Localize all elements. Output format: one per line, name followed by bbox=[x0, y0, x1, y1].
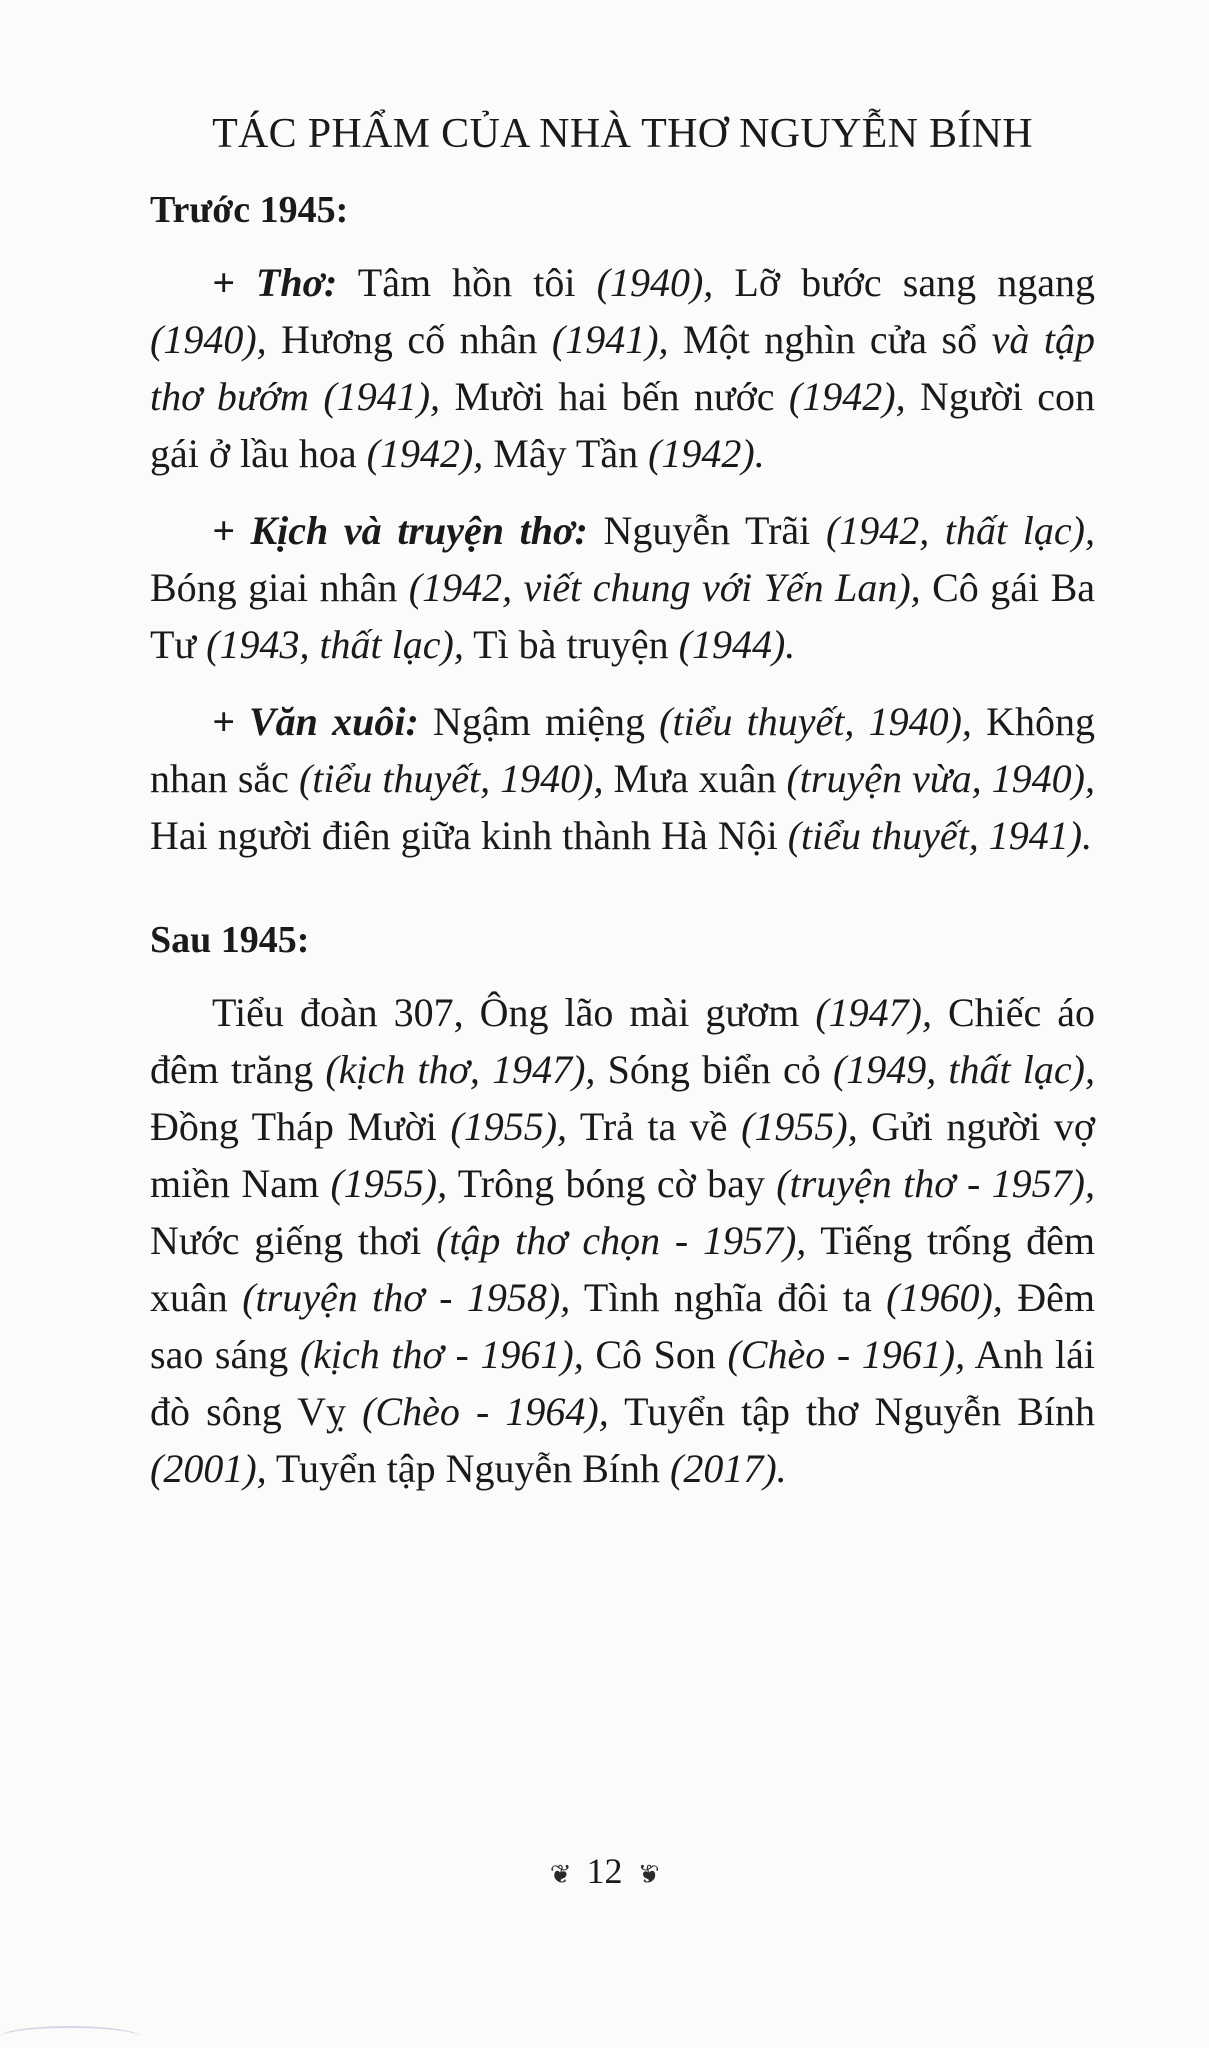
work-title: Trông bóng cờ bay bbox=[447, 1161, 777, 1206]
work-title: Mười hai bến nước bbox=[440, 374, 789, 419]
italic-note: (1942, viết chung với Yến Lan), bbox=[408, 565, 921, 610]
floral-ornament-icon: ❦ bbox=[549, 1859, 572, 1889]
work-title: Tâm hồn tôi bbox=[337, 260, 597, 305]
italic-note: (tiểu thuyết, 1940), bbox=[659, 699, 972, 744]
section-before-1945 bbox=[150, 188, 1095, 864]
work-title: Đêm sao sáng bbox=[150, 1275, 1096, 1377]
section-heading: Sau 1945: bbox=[150, 919, 310, 961]
italic-note: (1942, thất lạc), bbox=[825, 508, 1095, 553]
italic-note: (kịch thơ, 1947), bbox=[325, 1047, 596, 1092]
italic-note: (1943, thất lạc), bbox=[206, 622, 464, 667]
italic-note: (truyện thơ - 1957), bbox=[776, 1161, 1096, 1206]
italic-note: (1940), bbox=[150, 317, 267, 362]
work-title: Đồng Tháp Mười bbox=[150, 1104, 451, 1149]
work-title: Sóng biển cỏ bbox=[595, 1047, 833, 1092]
paragraph-label: + Thơ: bbox=[212, 260, 338, 305]
work-title: Hai người điên giữa kinh thành Hà Nội bbox=[150, 813, 788, 858]
work-title: Ngậm miệng bbox=[418, 699, 660, 744]
italic-note: (1947), bbox=[815, 990, 932, 1035]
work-title: Không nhan sắc bbox=[150, 699, 1096, 801]
work-title: Trả ta về bbox=[567, 1104, 742, 1149]
work-title: Bóng giai nhân bbox=[150, 565, 409, 610]
work-title: Tiếng trống đêm xuân bbox=[150, 1218, 1095, 1320]
italic-note: (2017). bbox=[670, 1446, 787, 1491]
section-after-1945 bbox=[150, 918, 1095, 1497]
italic-note: (1960), bbox=[886, 1275, 1003, 1320]
floral-ornament-icon: ❦ bbox=[637, 1859, 660, 1889]
work-title: Tiểu đoàn 307, Ông lão mài gươm bbox=[212, 990, 816, 1035]
work-title: Nguyễn Trãi bbox=[587, 508, 826, 553]
work-title: Cô Son bbox=[583, 1332, 728, 1377]
italic-note: (1941), bbox=[551, 317, 669, 362]
page-content bbox=[150, 100, 1095, 1517]
paragraph-drama-verse bbox=[150, 502, 1095, 673]
work-title: Lỡ bước sang ngang bbox=[713, 260, 1095, 305]
paragraph-label: + Kịch và truyện thơ: bbox=[212, 508, 588, 553]
corner-mark bbox=[0, 2026, 140, 2048]
paragraph-works-after-1945 bbox=[150, 984, 1095, 1497]
italic-note: (1955), bbox=[330, 1161, 448, 1206]
section-heading: Trước 1945: bbox=[150, 189, 349, 231]
italic-note: (1955), bbox=[450, 1104, 568, 1149]
italic-note: (1942), bbox=[788, 374, 906, 419]
italic-note: (2001), bbox=[150, 1446, 267, 1491]
italic-note: (tập thơ chọn - 1957), bbox=[435, 1218, 807, 1263]
italic-note: (1955), bbox=[741, 1104, 858, 1149]
work-title: Anh lái đò sông Vỵ bbox=[150, 1332, 1095, 1434]
paragraph-label: + Văn xuôi: bbox=[212, 699, 419, 744]
page-number-footer bbox=[0, 1850, 1209, 1892]
work-title: Tuyển tập thơ Nguyễn Bính bbox=[608, 1389, 1096, 1434]
work-title: Mây Tần bbox=[483, 431, 649, 476]
italic-note: (1949, thất lạc), bbox=[832, 1047, 1095, 1092]
work-title: Chiếc áo đêm trăng bbox=[150, 990, 1096, 1092]
work-title: Tì bà truyện bbox=[463, 622, 679, 667]
work-title: Tình nghĩa đôi ta bbox=[570, 1275, 887, 1320]
italic-note: (truyện thơ - 1958), bbox=[242, 1275, 571, 1320]
work-title: Gửi người vợ miền Nam bbox=[150, 1104, 1095, 1206]
italic-note: (Chèo - 1961), bbox=[727, 1332, 966, 1377]
italic-note: (Chèo - 1964), bbox=[362, 1389, 609, 1434]
italic-note: (tiểu thuyết, 1940), bbox=[298, 756, 604, 801]
page-title: TÁC PHẨM CỦA NHÀ THƠ NGUYỄN BÍNH bbox=[212, 111, 1033, 157]
work-title: Người con gái ở lầu hoa bbox=[150, 374, 1096, 476]
paragraph-poetry bbox=[150, 254, 1095, 482]
italic-note: (1942). bbox=[648, 431, 765, 476]
work-title: Hương cố nhân bbox=[266, 317, 552, 362]
italic-note: (tiểu thuyết, 1941). bbox=[787, 813, 1093, 858]
paragraph-prose bbox=[150, 693, 1095, 864]
italic-note: (1942), bbox=[366, 431, 484, 476]
work-title: Nước giếng thơi bbox=[150, 1218, 436, 1263]
work-title: Một nghìn cửa sổ bbox=[668, 317, 992, 362]
work-title: Tuyển tập Nguyễn Bính bbox=[266, 1446, 670, 1491]
work-title: Mưa xuân bbox=[603, 756, 787, 801]
work-title: Cô gái Ba Tư bbox=[150, 565, 1096, 667]
italic-note: (truyện vừa, 1940), bbox=[786, 756, 1095, 801]
italic-note: (kịch thơ - 1961), bbox=[299, 1332, 584, 1377]
page-number: 12 bbox=[586, 1851, 623, 1891]
italic-note: (1944). bbox=[678, 622, 796, 667]
italic-note: và tập thơ bướm (1941), bbox=[150, 317, 1095, 419]
italic-note: (1940), bbox=[596, 260, 714, 305]
